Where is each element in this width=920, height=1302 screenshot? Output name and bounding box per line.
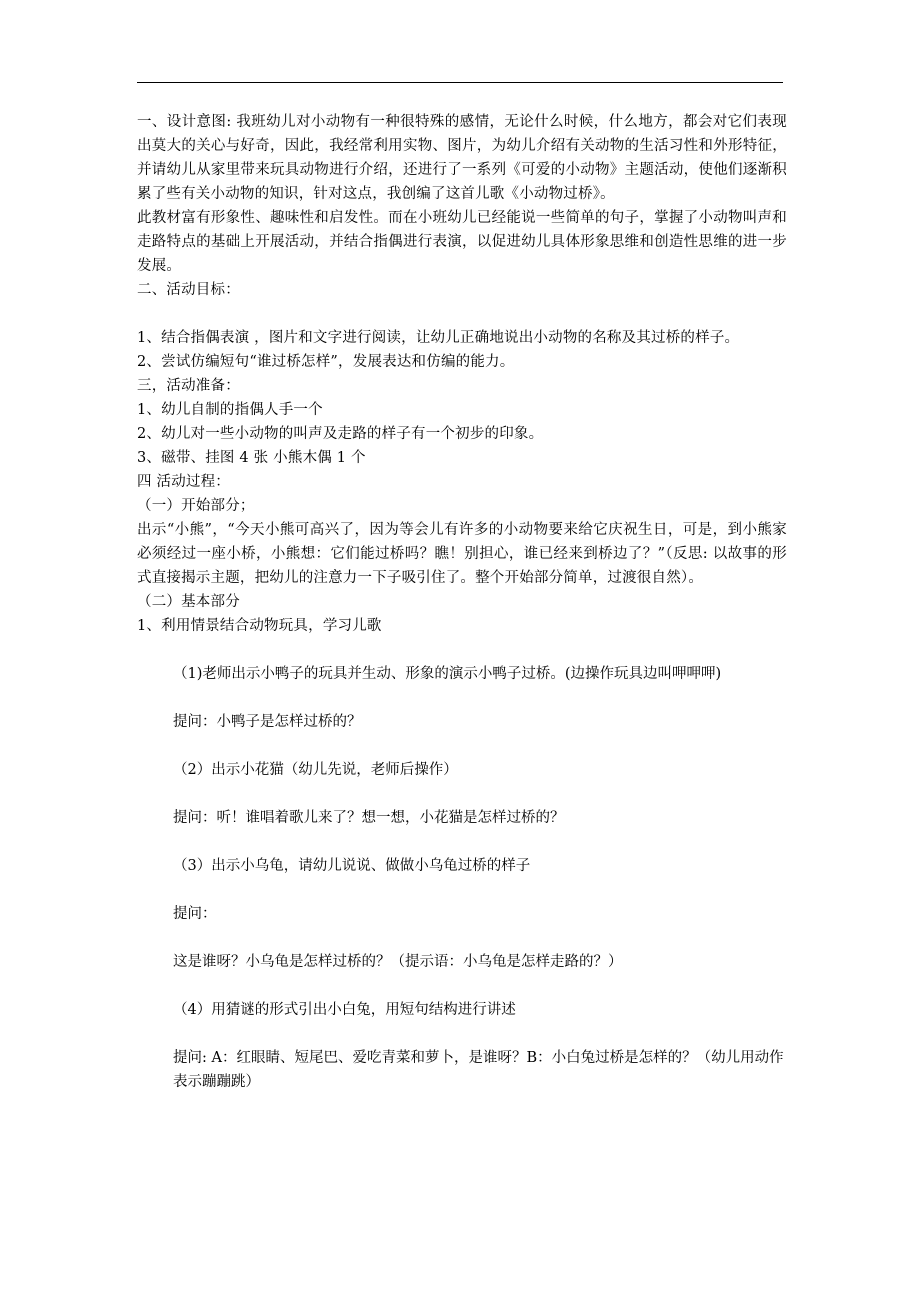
opening-part-text: 出示“小熊”，“今天小熊可高兴了，因为等会儿有许多的小动物要来给它庆祝生日，可是，到小熊家必须经过一座小桥，小熊想：它们能过桥吗？瞧！别担心，谁已经来到桥边了？”（反思: 以故事的形式直接揭示主题，把幼儿的注意力一下子吸引住了。整个开始部分简单，过渡很自然）。 [137, 522, 787, 586]
material-paragraph: 此教材富有形象性、趣味性和启发性。而在小班幼儿已经能说一些简单的句子，掌握了小动物叫声和走路特点的基础上开展活动，并结合指偶进行表演，以促进幼儿具体形象思维和创造性思维的进一步发展。 [137, 210, 787, 274]
step-cat: （2）出示小花猫（幼儿先说，老师后操作） [173, 762, 458, 778]
question-cat: 提问：听！谁唱着歌儿来了？想一想，小花猫是怎样过桥的？ [173, 810, 565, 826]
prep-item-3: 3、磁带、挂图 4 张 小熊木偶 1 个 [137, 450, 366, 466]
step-turtle: （3）出示小乌龟，请幼儿说说、做做小乌龟过桥的样子 [173, 858, 531, 874]
header-divider [137, 82, 783, 83]
step-duck: （1)老师出示小鸭子的玩具并生动、形象的演示小鸭子过桥。(边操作玩具边叫呷呷呷) [173, 666, 722, 682]
goal-item-2: 2、尝试仿编短句“谁过桥怎样”，发展表达和仿编的能力。 [137, 354, 515, 370]
step-rabbit: （4）用猜谜的形式引出小白兔，用短句结构进行讲述 [173, 1002, 516, 1018]
opening-part-heading: （一）开始部分； [137, 498, 255, 514]
question-turtle: 这是谁呀？小乌龟是怎样过桥的？（提示语：小乌龟是怎样走路的？） [173, 954, 623, 970]
preparation-heading: 三，活动准备： [137, 378, 240, 394]
document-body [137, 110, 787, 1118]
design-intent-paragraph: 一、设计意图: 我班幼儿对小动物有一种很特殊的感情，无论什么时候，什么地方，都会对它们表现出莫大的关心与好奇，因此，我经常利用实物、图片，为幼儿介绍有关动物的生活习性和外形特征，并请幼儿从家里带来玩具动物进行介绍，还进行了一系列《可爱的小动物》主题活动，使他们逐渐积累了些有关小动物的知识，针对这点，我创编了这首儿歌《小动物过桥》。 [137, 114, 787, 202]
question-turtle-label: 提问： [173, 906, 217, 922]
basic-part-item-1: 1、利用情景结合动物玩具，学习儿歌 [137, 618, 382, 634]
question-rabbit: 提问: A：红眼睛、短尾巴、爱吃青菜和萝卜，是谁呀？B：小白兔过桥是怎样的？（幼儿用动作表示蹦蹦跳） [173, 1050, 784, 1090]
prep-item-1: 1、幼儿自制的指偶人手一个 [137, 402, 323, 418]
goal-item-1: 1、结合指偶表演 ，图片和文字进行阅读，让幼儿正确地说出小动物的名称及其过桥的样子。 [137, 330, 740, 346]
prep-item-2: 2、幼儿对一些小动物的叫声及走路的样子有一个初步的印象。 [137, 426, 544, 442]
question-duck: 提问：小鸭子是怎样过桥的？ [173, 714, 362, 730]
process-heading: 四 活动过程： [137, 474, 231, 490]
goals-heading: 二、活动目标： [137, 282, 240, 298]
basic-part-heading: （二）基本部分 [137, 594, 240, 610]
